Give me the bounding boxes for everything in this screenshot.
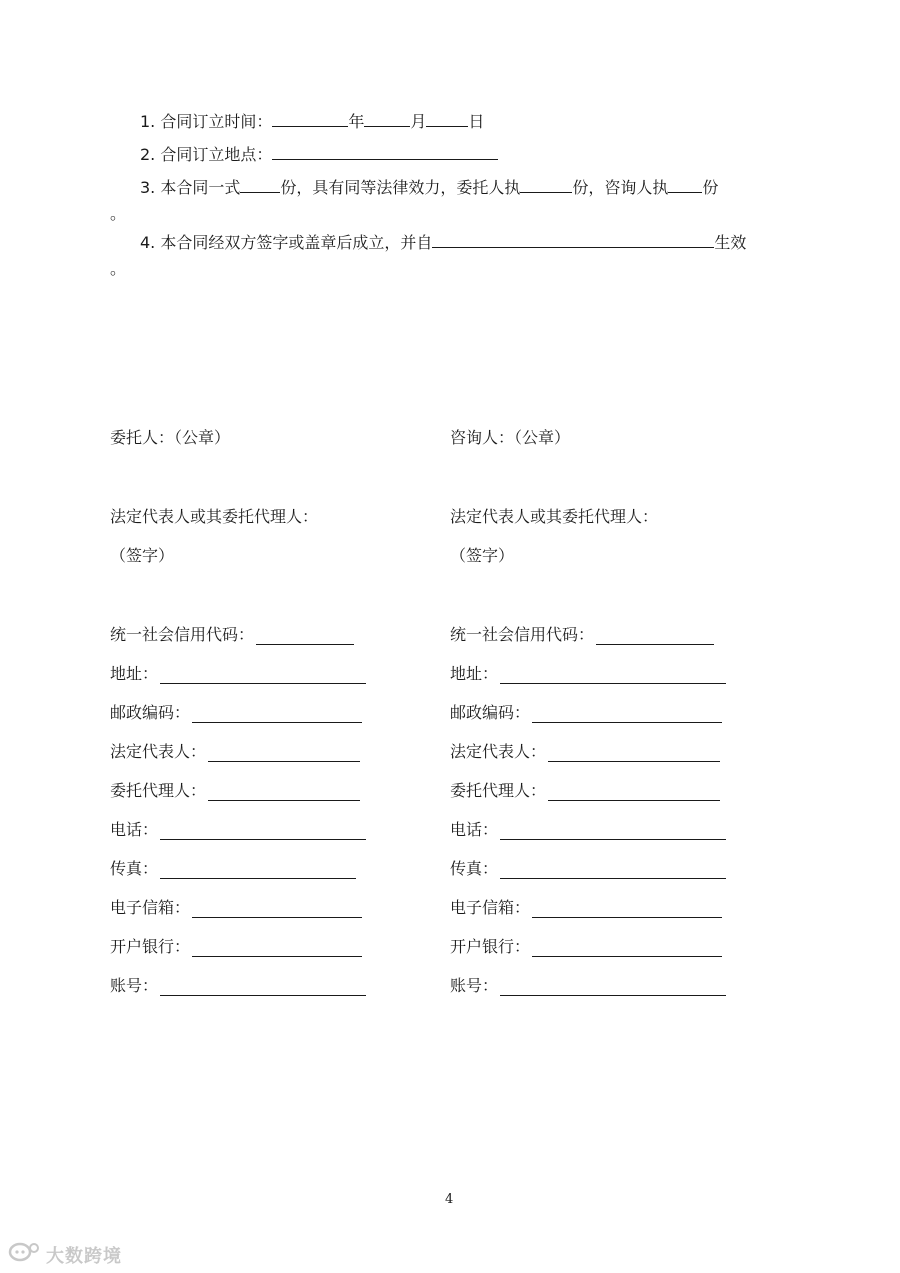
- copies-total-blank: [240, 178, 280, 193]
- fill-line: [532, 940, 722, 957]
- field-label: 开户银行：: [450, 937, 531, 956]
- consultant-fax-field: [450, 859, 726, 879]
- effective-blank: [432, 233, 714, 248]
- clause-3-suffix: 份: [702, 178, 719, 197]
- consultant-address-field: [450, 664, 726, 684]
- fill-line: [548, 784, 720, 801]
- field-label: 电子信箱：: [110, 898, 191, 917]
- fill-line: [208, 784, 360, 801]
- fill-line: [160, 667, 366, 684]
- field-label: 电子信箱：: [450, 898, 531, 917]
- fill-line: [500, 979, 726, 996]
- client-fax-field: [110, 859, 356, 879]
- field-label: 地址：: [450, 664, 499, 683]
- field-label: 开户银行：: [110, 937, 191, 956]
- client-email-field: [110, 898, 362, 918]
- consultant-email-field: [450, 898, 722, 918]
- consultant-seal-label: 咨询人：（公章）: [450, 428, 571, 447]
- clause-2: [140, 145, 498, 165]
- consultant-legal-rep-field: [450, 742, 720, 762]
- consultant-agent-field: [450, 781, 720, 801]
- field-label: 委托代理人：: [450, 781, 547, 800]
- client-postcode-field: [110, 703, 362, 723]
- clause-4-suffix: 生效: [714, 233, 747, 252]
- consultant-phone-field: [450, 820, 726, 840]
- clause-3: [140, 178, 718, 198]
- field-label: 地址：: [110, 664, 159, 683]
- consultant-rep-label: 法定代表人或其委托代理人：: [450, 507, 659, 526]
- year-blank: [272, 112, 348, 127]
- field-label: 账号：: [450, 976, 499, 995]
- field-label: 邮政编码：: [110, 703, 191, 722]
- field-label: 委托代理人：: [110, 781, 207, 800]
- clause-1-label: 1. 合同订立时间：: [140, 112, 273, 131]
- fill-line: [532, 901, 722, 918]
- fill-line: [256, 628, 354, 645]
- fill-line: [192, 901, 362, 918]
- watermark: [8, 1240, 122, 1269]
- field-label: 电话：: [110, 820, 159, 839]
- client-account-field: [110, 976, 366, 996]
- fill-line: [532, 706, 722, 723]
- field-label: 传真：: [110, 859, 159, 878]
- day-label: 日: [468, 112, 485, 131]
- field-label: 法定代表人：: [450, 742, 547, 761]
- field-label: 统一社会信用代码：: [450, 625, 595, 644]
- fill-line: [500, 823, 726, 840]
- client-sign-label: （签字）: [110, 546, 175, 565]
- chat-bubble-logo-icon: [8, 1240, 42, 1269]
- field-label: 统一社会信用代码：: [110, 625, 255, 644]
- fill-line: [192, 940, 362, 957]
- client-rep-label: 法定代表人或其委托代理人：: [110, 507, 319, 526]
- consultant-account-field: [450, 976, 726, 996]
- field-label: 法定代表人：: [110, 742, 207, 761]
- clause-3-prefix: 3. 本合同一式: [140, 178, 241, 197]
- page-number: 4: [445, 1192, 454, 1207]
- client-address-field: [110, 664, 366, 684]
- client-phone-field: [110, 820, 366, 840]
- month-blank: [364, 112, 410, 127]
- consultant-bank-field: [450, 937, 722, 957]
- consultant-postcode-field: [450, 703, 722, 723]
- client-agent-field: [110, 781, 360, 801]
- clause-3-period: 。: [110, 204, 127, 223]
- day-blank: [426, 112, 468, 127]
- fill-line: [208, 745, 360, 762]
- clause-4-period: 。: [110, 259, 127, 278]
- field-label: 电话：: [450, 820, 499, 839]
- year-label: 年: [348, 112, 365, 131]
- fill-line: [500, 862, 726, 879]
- consultant-sign-label: （签字）: [450, 546, 515, 565]
- client-credit-code-field: [110, 625, 354, 645]
- clause-1: [140, 112, 484, 132]
- field-label: 传真：: [450, 859, 499, 878]
- consultant-copies-blank: [668, 178, 702, 193]
- watermark-text: 大数跨境: [46, 1245, 122, 1267]
- clause-3-mid1: 份，具有同等法律效力，委托人执: [280, 178, 521, 197]
- place-blank: [272, 145, 498, 160]
- consultant-credit-code-field: [450, 625, 714, 645]
- fill-line: [500, 667, 726, 684]
- client-seal-label: 委托人：（公章）: [110, 428, 231, 447]
- client-legal-rep-field: [110, 742, 360, 762]
- field-label: 账号：: [110, 976, 159, 995]
- fill-line: [160, 862, 356, 879]
- clause-2-label: 2. 合同订立地点：: [140, 145, 273, 164]
- month-label: 月: [410, 112, 427, 131]
- fill-line: [160, 823, 366, 840]
- client-bank-field: [110, 937, 362, 957]
- clause-4: [140, 233, 746, 253]
- fill-line: [192, 706, 362, 723]
- client-copies-blank: [520, 178, 572, 193]
- clause-3-mid2: 份，咨询人执: [572, 178, 669, 197]
- fill-line: [160, 979, 366, 996]
- field-label: 邮政编码：: [450, 703, 531, 722]
- fill-line: [548, 745, 720, 762]
- clause-4-prefix: 4. 本合同经双方签字或盖章后成立，并自: [140, 233, 433, 252]
- fill-line: [596, 628, 714, 645]
